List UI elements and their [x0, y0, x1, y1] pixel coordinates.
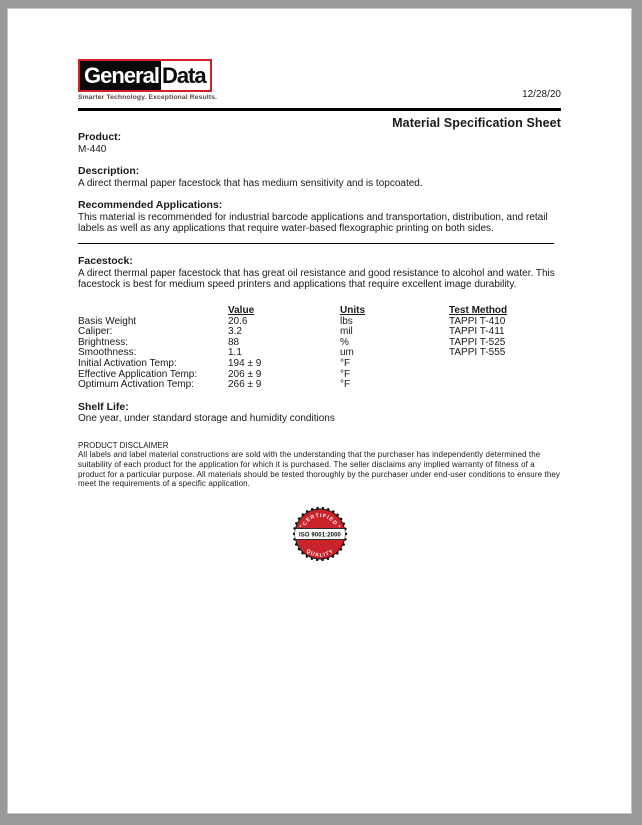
section-divider [78, 243, 554, 245]
spec-header-units: Units [340, 304, 365, 316]
company-logo [78, 59, 217, 101]
general-data-logo-icon [78, 59, 212, 92]
spec-property: Caliper: [78, 326, 113, 338]
spec-header-empty [78, 306, 228, 317]
spec-value: 266 ± 9 [228, 379, 262, 391]
spec-value: 1.1 [228, 347, 242, 359]
description-text: A direct thermal paper facestock that has medium sensitivity and is topcoated. [78, 177, 423, 189]
document-header [78, 59, 561, 101]
spec-method [449, 359, 561, 370]
spec-units: mil [340, 326, 353, 338]
disclaimer-text: All labels and label material constructions are sold with the understanding that the purchaser has independently determined the suitability of each product for the application for which it is purchased. The seller disclaims any implied warranty of fitness of a product for a particular purpose. All materials should be tested thoroughly by the purchaser under end-user conditions to ensure they meet the requirements of a specific application. [78, 450, 561, 489]
spec-value: 206 ± 9 [228, 368, 262, 380]
spec-value: 3.2 [228, 326, 242, 338]
product-disclaimer [78, 441, 561, 489]
page-title: Material Specification Sheet [392, 116, 561, 130]
spec-method: TAPPI T-525 [449, 336, 506, 348]
spec-units: um [340, 347, 354, 359]
table-row [78, 380, 561, 391]
spec-property: Effective Application Temp: [78, 368, 198, 380]
spec-units: °F [340, 357, 351, 369]
logo-tagline: Smarter Technology. Exceptional Results. [78, 94, 217, 101]
logo-word-data: Data [161, 61, 210, 90]
disclaimer-heading: PRODUCT DISCLAIMER [78, 440, 169, 450]
shelf-life-heading: Shelf Life: [78, 400, 129, 413]
badge-container [78, 504, 561, 569]
spec-value: 20.6 [228, 315, 248, 327]
applications-heading: Recommended Applications: [78, 199, 223, 211]
header-divider [78, 108, 561, 111]
facestock-text: A direct thermal paper facestock that has great oil resistance and good resistance to alcohol and water. This facestock is best for medium speed printers and applications that require excellent image durability. [78, 267, 555, 290]
spec-property: Optimum Activation Temp: [78, 379, 194, 391]
badge-arc-bottom-label: QUALITY [304, 548, 335, 559]
spec-method [449, 380, 561, 391]
spec-table-header [78, 306, 561, 317]
description-heading: Description: [78, 165, 140, 177]
spec-table [78, 306, 561, 391]
spec-units: % [340, 336, 349, 348]
spec-header-value: Value [228, 304, 255, 316]
shelf-life-text: One year, under standard storage and humidity conditions [78, 413, 335, 425]
spec-method: TAPPI T-410 [449, 315, 506, 327]
document-date: 12/28/20 [522, 89, 561, 100]
spec-property: Smoothness: [78, 347, 137, 359]
applications-text: This material is recommended for industrial barcode applications and transportation, distribution, and retail labels as well as any applications that require water-based flexographic printing on both sides. [78, 211, 548, 234]
spec-header-method: Test Method [449, 304, 508, 316]
document-page [7, 8, 632, 814]
document-content [8, 9, 631, 569]
spec-method [449, 370, 561, 381]
spec-method: TAPPI T-555 [449, 347, 506, 359]
facestock-heading: Facestock: [78, 255, 133, 267]
spec-property: Basis Weight [78, 315, 137, 327]
logo-word-general: General [80, 61, 161, 90]
spec-units: °F [340, 368, 351, 380]
product-heading: Product: [78, 131, 122, 143]
spec-value: 88 [228, 336, 240, 348]
product-value: M-440 [78, 143, 107, 155]
spec-property: Brightness: [78, 336, 129, 348]
spec-units: °F [340, 379, 351, 391]
badge-center-label: ISO 9001:2000 [298, 531, 341, 538]
iso-9001-certification-badge-icon [290, 504, 350, 564]
badge-arc-top-label: CERTIFIED [301, 512, 338, 527]
table-row [78, 359, 561, 370]
spec-value: 194 ± 9 [228, 357, 262, 369]
spec-property: Initial Activation Temp: [78, 357, 177, 369]
spec-method: TAPPI T-411 [449, 326, 505, 338]
spec-units: lbs [340, 315, 353, 327]
